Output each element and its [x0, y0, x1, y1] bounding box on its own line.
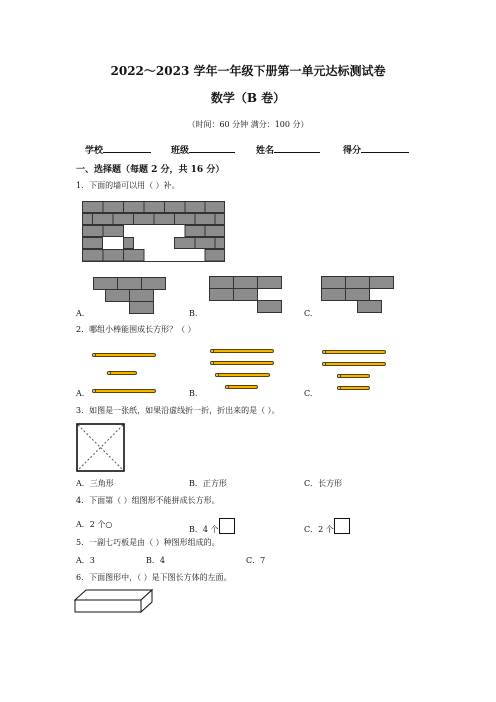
paper-figure: [76, 423, 125, 476]
q5-option-c[interactable]: C．7: [246, 556, 266, 565]
cuboid-figure: [74, 588, 154, 618]
stick: [210, 349, 274, 353]
class-field: [171, 143, 235, 156]
exam-subtitle: 数学（B 卷）: [210, 91, 286, 105]
school-label: 学校: [85, 146, 104, 156]
q2-option-a-figure[interactable]: [92, 344, 162, 400]
q1-option-b[interactable]: B.: [189, 309, 198, 318]
class-blank: [189, 143, 235, 153]
q4-option-c-label: C．2 个: [304, 525, 334, 534]
school-field: [85, 143, 151, 156]
q2-option-b[interactable]: B.: [189, 389, 198, 398]
q4-option-b[interactable]: [189, 518, 235, 535]
exam-title: 2022～2023 学年一年级下册第一单元达标测试卷: [110, 64, 386, 78]
q3-option-b[interactable]: B．正方形: [189, 479, 227, 488]
score-blank: [361, 143, 409, 153]
stick: [92, 389, 156, 393]
cuboid: [74, 588, 154, 614]
square-icon: [334, 518, 350, 534]
score-field: [343, 143, 409, 156]
q3-option-a[interactable]: A．三角形: [76, 479, 114, 488]
q2-option-c-figure[interactable]: [322, 344, 392, 392]
q2-option-c[interactable]: C.: [304, 389, 313, 398]
name-label: 姓名: [256, 146, 275, 156]
q1-option-c[interactable]: C.: [304, 309, 313, 318]
q4-option-c[interactable]: [304, 518, 350, 535]
brick-piece-b: [209, 276, 282, 314]
q3-text: 3．如图是一张纸，如果沿虚线折一折，折出来的是（ ）。: [76, 406, 280, 415]
fold-paper: [76, 423, 125, 472]
q1-text: 1．下面的墙可以用（ ）补。: [76, 181, 180, 190]
q5-text: 5．一副七巧板是由（ ）种图形组成的。: [76, 538, 220, 547]
q4-option-b-label: B．4 个: [189, 525, 219, 534]
stick: [92, 353, 156, 357]
q1-option-b-figure[interactable]: [209, 276, 282, 318]
brick-wall: [82, 201, 225, 262]
q1-option-a[interactable]: A.: [76, 309, 85, 318]
q2-text: 2．哪组小棒能围成长方形？（ ）: [76, 325, 196, 334]
stick: [322, 350, 386, 354]
stick: [225, 385, 258, 389]
stick: [337, 386, 370, 390]
brick-piece-a: [93, 277, 169, 314]
q4-text: 4．下面第（ ）组图形不能拼成长方形。: [76, 496, 220, 505]
stick: [107, 371, 137, 375]
wall-figure: [82, 201, 225, 262]
stick: [215, 373, 270, 377]
q5-option-a[interactable]: A．3: [76, 556, 95, 565]
time-info: （时间：60 分钟 满分：100 分）: [187, 120, 309, 129]
square-icon: [219, 518, 235, 534]
score-label: 得分: [343, 146, 362, 156]
q2-option-b-figure[interactable]: [210, 344, 280, 392]
q1-option-a-figure[interactable]: [93, 277, 169, 318]
q1-option-c-figure[interactable]: [321, 276, 394, 317]
name-field: [256, 143, 320, 156]
name-blank: [274, 143, 320, 153]
q5-option-b[interactable]: B．4: [146, 556, 165, 565]
stick: [337, 374, 370, 378]
school-blank: [103, 143, 151, 153]
q6-text: 6．下面图形中，（ ）是下图长方体的左面。: [76, 573, 232, 582]
q2-option-a[interactable]: A.: [76, 389, 85, 398]
brick-piece-c: [321, 276, 394, 313]
stick: [322, 362, 386, 366]
q3-option-c[interactable]: C．长方形: [304, 479, 343, 488]
stick: [210, 361, 274, 365]
q4-option-a[interactable]: A．2 个○: [76, 520, 113, 529]
section-heading: 一、选择题（每题 2 分，共 16 分）: [76, 165, 225, 175]
class-label: 班级: [171, 146, 190, 156]
